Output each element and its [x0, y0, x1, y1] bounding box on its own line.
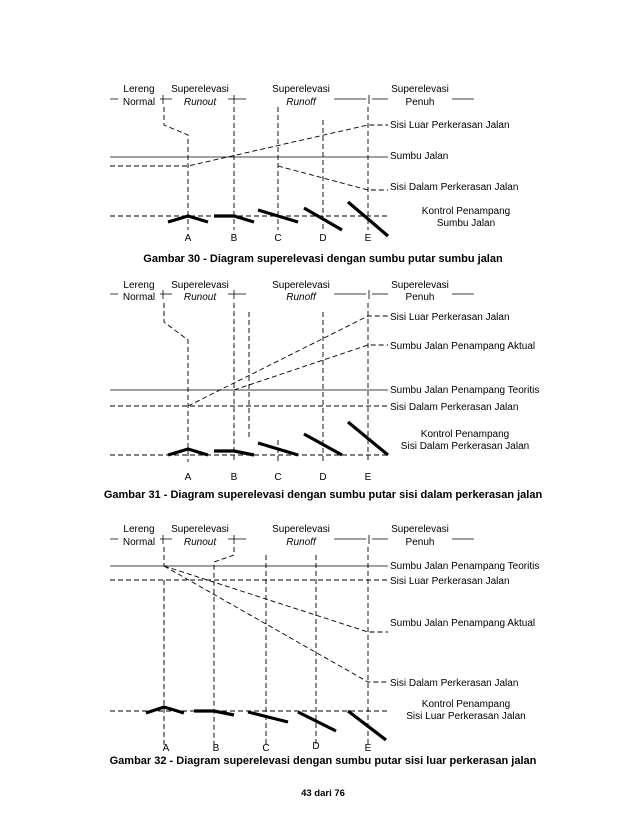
point-b: B	[212, 743, 220, 754]
label-kontrol: Kontrol Penampang	[421, 206, 511, 217]
header-lereng: Lereng	[123, 280, 155, 291]
figure-31	[104, 280, 543, 501]
label-sumbu-teoritis: Sumbu Jalan Penampang Teoritis	[390, 385, 540, 396]
header-superelevasi-penuh: Superelevasi	[391, 84, 449, 95]
label-sisi-dalam: Sisi Dalam Perkerasan Jalan	[390, 182, 519, 193]
sumbu-aktual-line	[234, 345, 388, 390]
label-sisi-luar: Sisi Luar Perkerasan Jalan	[390, 312, 510, 323]
figure-caption: Gambar 30 - Diagram superelevasi dengan sumbu putar sumbu jalan	[143, 253, 503, 265]
point-a: A	[184, 233, 192, 244]
point-d: D	[319, 233, 327, 244]
point-e: E	[364, 472, 372, 483]
header-runoff: Runoff	[286, 537, 316, 548]
label-kontrol: Kontrol Penampang	[420, 429, 510, 440]
point-a: A	[184, 472, 192, 483]
point-b: B	[230, 233, 238, 244]
header-runoff: Runoff	[286, 97, 316, 108]
sisi-dalam-line	[164, 566, 388, 682]
point-c: C	[274, 233, 282, 244]
header-runoff: Runoff	[286, 292, 316, 303]
point-c: C	[262, 743, 270, 754]
header-lereng: Lereng	[123, 84, 155, 95]
header-runout: Runout	[183, 97, 217, 108]
sisi-dalam-line	[278, 166, 388, 190]
header-penuh: Penuh	[405, 292, 435, 303]
label-sumbu-jalan: Sumbu Jalan	[390, 151, 449, 162]
point-b: B	[230, 472, 238, 483]
header-superelevasi-runout: Superelevasi	[171, 524, 229, 535]
figure-30	[110, 84, 518, 265]
label-sumbu-teoritis: Sumbu Jalan Penampang Teoritis	[390, 561, 540, 572]
point-d: D	[312, 741, 320, 752]
header-lereng: Lereng	[123, 524, 155, 535]
header-superelevasi-runoff: Superelevasi	[272, 84, 330, 95]
header-runout: Runout	[183, 537, 217, 548]
sisi-luar-line	[110, 125, 388, 166]
label-kontrol-sub: Sumbu Jalan	[436, 218, 496, 229]
station-guides	[164, 303, 368, 462]
label-sumbu-aktual: Sumbu Jalan Penampang Aktual	[390, 341, 536, 352]
header-normal: Normal	[122, 537, 156, 548]
label-sisi-luar: Sisi Luar Perkerasan Jalan	[390, 576, 510, 587]
header-runout: Runout	[183, 292, 217, 303]
point-d: D	[319, 472, 327, 483]
cross-section-a	[146, 707, 184, 713]
point-e: E	[364, 233, 372, 244]
label-kontrol: Kontrol Penampang	[421, 699, 511, 710]
label-sisi-dalam: Sisi Dalam Perkerasan Jalan	[390, 402, 519, 413]
cross-section-c	[248, 712, 288, 722]
label-sumbu-aktual: Sumbu Jalan Penampang Aktual	[390, 618, 536, 629]
header-superelevasi-runout: Superelevasi	[171, 84, 229, 95]
sumbu-aktual-line	[164, 566, 388, 632]
point-c: C	[274, 472, 282, 483]
cross-section-b	[214, 451, 254, 455]
label-kontrol-sub: Sisi Dalam Perkerasan Jalan	[400, 441, 530, 452]
header-superelevasi-runoff: Superelevasi	[272, 524, 330, 535]
header-superelevasi-penuh: Superelevasi	[391, 280, 449, 291]
label-sisi-luar: Sisi Luar Perkerasan Jalan	[390, 120, 510, 131]
header-normal: Normal	[122, 97, 156, 108]
figure-caption: Gambar 32 - Diagram superelevasi dengan sumbu putar sisi luar perkerasan jalan	[109, 755, 537, 767]
header-penuh: Penuh	[405, 97, 435, 108]
cross-section-d	[298, 712, 336, 731]
header-superelevasi-runoff: Superelevasi	[272, 280, 330, 291]
header-penuh: Penuh	[405, 537, 435, 548]
figure-caption: Gambar 31 - Diagram superelevasi dengan sumbu putar sisi dalam perkerasan jalan	[103, 489, 543, 501]
label-kontrol-sub: Sisi Luar Perkerasan Jalan	[406, 711, 526, 722]
figure-32	[110, 524, 540, 767]
point-a: A	[162, 743, 170, 754]
header-superelevasi-runout: Superelevasi	[171, 280, 229, 291]
cross-section-e	[348, 711, 386, 740]
header-superelevasi-penuh: Superelevasi	[391, 524, 449, 535]
label-sisi-dalam: Sisi Dalam Perkerasan Jalan	[390, 678, 519, 689]
page-number: 43 dari 76	[301, 788, 345, 799]
point-e: E	[364, 743, 372, 754]
header-normal: Normal	[122, 292, 156, 303]
sisi-luar-line	[188, 316, 388, 406]
